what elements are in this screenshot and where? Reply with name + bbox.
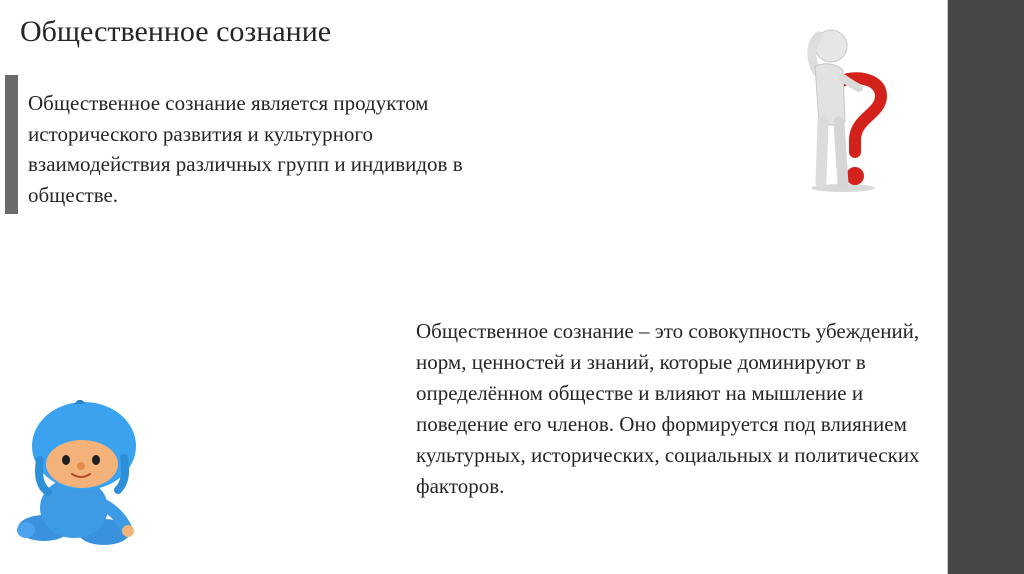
cartoon-child-image xyxy=(14,400,139,560)
intro-paragraph: Общественное сознание является продуктом исторического развития и культурного взаимодействия различных групп и индивидов в обществе. xyxy=(28,91,463,207)
slide-title: Общественное сознание xyxy=(20,15,332,48)
accent-bar xyxy=(5,75,18,214)
definition-paragraph: Общественное сознание – это совокупность убеждений, норм, ценностей и знаний, которые доминируют в определённом обществе и влияют на мышление и поведение его членов. Оно формируется под влиянием культурных, исторических, социальных и политических факторов. xyxy=(416,319,920,498)
side-panel xyxy=(948,0,1024,574)
thinking-figure-image xyxy=(793,22,893,194)
